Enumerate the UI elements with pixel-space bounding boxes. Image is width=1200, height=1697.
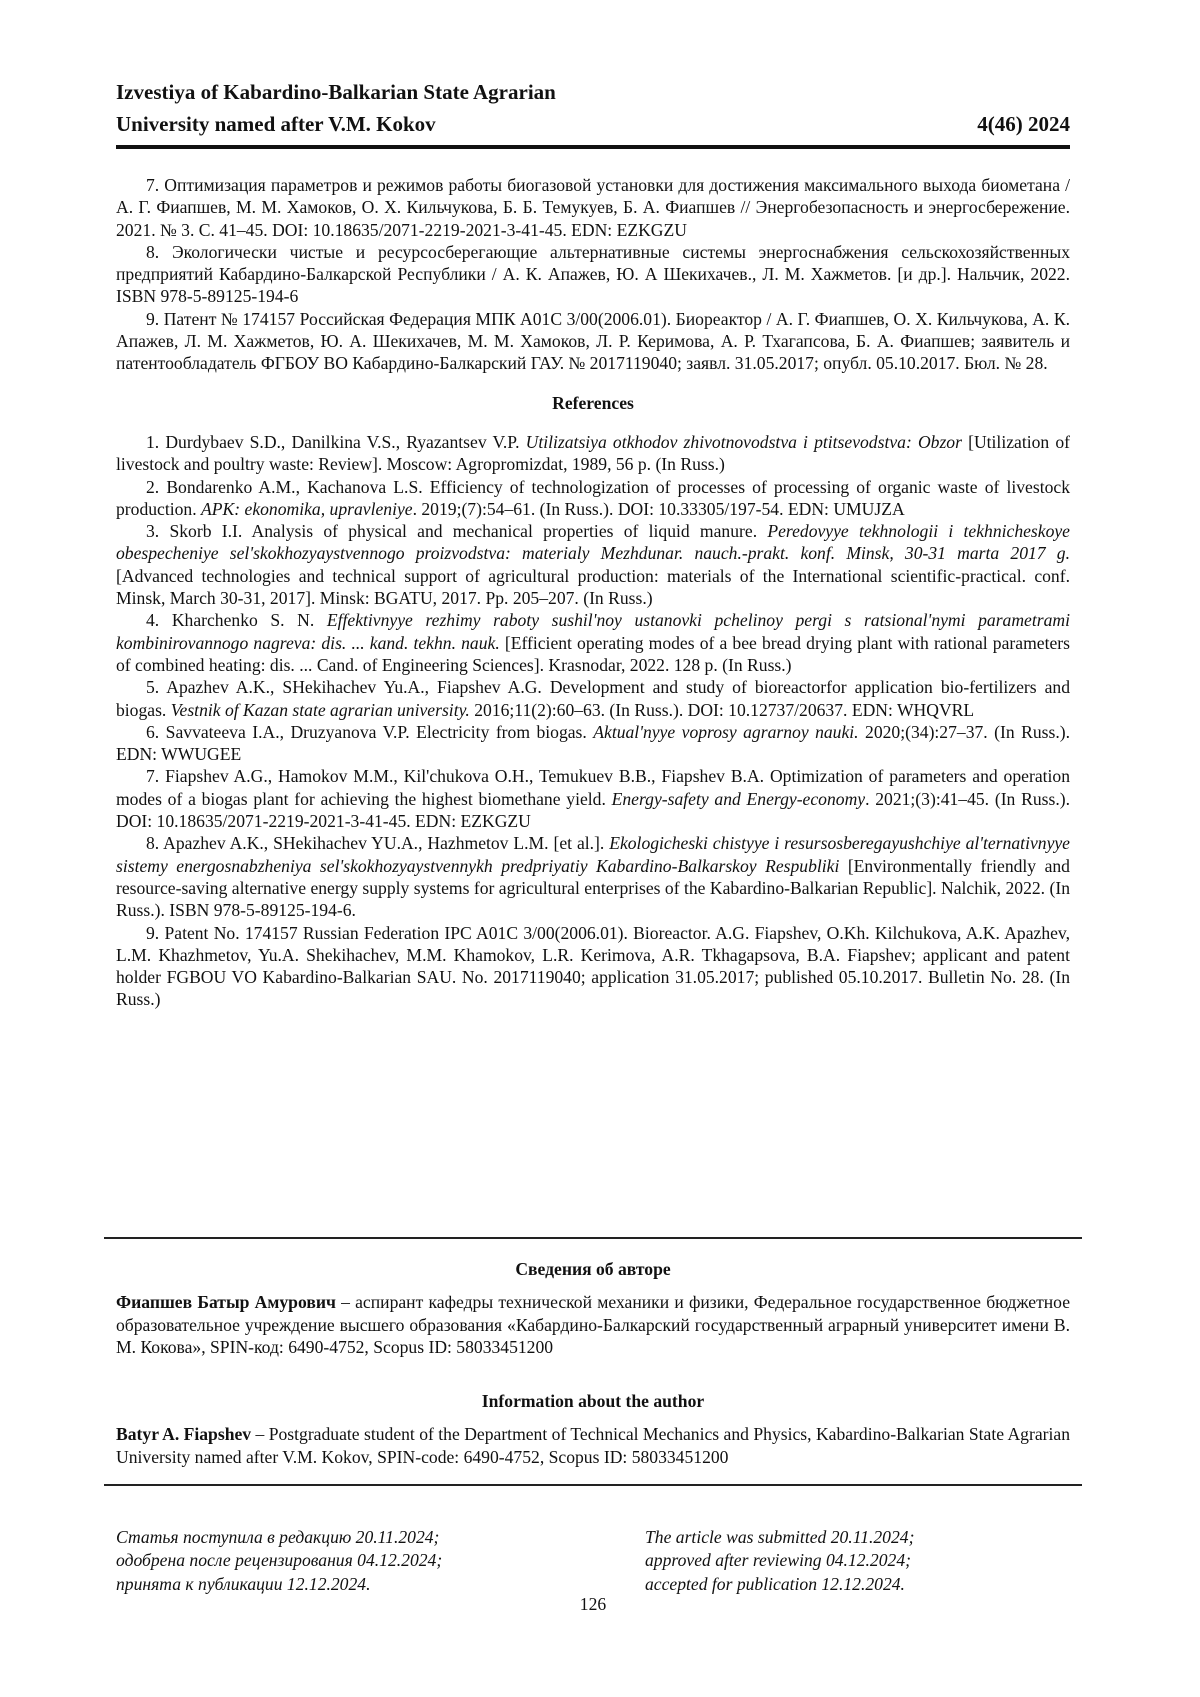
reference-text: Skorb I.I. Analysis of physical and mechanical properties of liquid manure.	[169, 521, 768, 542]
reference-text: Patent No. 174157 Russian Federation IPC A01C 3/00(2006.01). Bioreactor. A.G. Fiapshev, O.Kh. Kilchukova, A.K. Apazhev, L.M. Khazhmetov, Yu.A. Shekihachev, M.M. Khamokov, L.R. Kerimova, A.R. Tkhagapsova, B.A. Fiapshev; applicant and patent holder FGBOU VO Kabardino-Balkarian SAU. No. 2017119040; application 31.05.2017; published 05.10.2017. Bulletin No. 28. (In Russ.)	[116, 922, 1070, 1010]
reference-text: Bondarenko A.M., Kachanova L.S. Efficiency of technologization of processes of processing of organic waste of livestock production.	[116, 476, 1070, 519]
reference-text: [Environmentally friendly and resource-saving alternative energy supply systems for agricultural enterprises of the Kabardino-Balkarian Republic]. Nalchik, 2022. (In Russ.). ISBN 978-5-89125-194-6.	[116, 855, 1070, 921]
reference-number: 8.	[146, 833, 160, 854]
ru-reference-number: 8.	[146, 241, 160, 262]
reference-text: Fiapshev A.G., Hamokov M.M., Kil'chukova O.H., Temukuev B.B., Fiapshev B.A. Optimization of parameters and operation modes of a biogas plant for achieving the highest biomethane yield.	[116, 766, 1070, 809]
date-line: The article was submitted 20.11.2024;	[645, 1527, 915, 1547]
reference-item	[116, 922, 1070, 1011]
russian-reference-list	[116, 174, 1070, 375]
reference-number: 1.	[146, 431, 160, 452]
ru-reference-number: 9.	[146, 308, 160, 329]
ru-reference-number: 7.	[146, 175, 160, 195]
author-name-en: Batyr A. Fiapshev	[116, 1424, 252, 1445]
reference-item	[116, 832, 1070, 921]
reference-text: Durdybaev S.D., Danilkina V.S., Ryazantsev V.P.	[165, 431, 526, 452]
reference-text: Kharchenko S. N.	[171, 610, 327, 631]
reference-text: Apazhev A.K., SHekihachev YU.A., Hazhmetov L.M. [et al.].	[163, 833, 610, 854]
date-line: Статья поступила в редакцию 20.11.2024;	[116, 1527, 440, 1547]
author-heading-en: Information about the author	[481, 1391, 705, 1411]
journal-title-line-1: Izvestiya of Kabardino-Balkarian State Agrarian	[116, 80, 556, 104]
running-header	[116, 76, 1070, 140]
date-line: одобрена после рецензирования 04.12.2024;	[116, 1550, 443, 1571]
author-info-ru	[116, 1258, 1070, 1358]
reference-text: [Advanced technologies and technical support of agricultural production: materials of the International scientific-practical. conf. Minsk, March 30-31, 2017]. Minsk: BGATU, 2017. Pp. 205–207. (In Russ.)	[116, 565, 1070, 609]
reference-italic: APK: ekonomika, upravleniye	[201, 498, 413, 519]
references-list	[116, 431, 1070, 1011]
issue-number: 4(46) 2024	[977, 112, 1070, 136]
ru-reference-text: Патент № 174157 Российская Федерация МПК А01С 3/00(2006.01). Биореактор / А. Г. Фиапшев, О. Х. Кильчукова, А. К. Апажев, Л. М. Хажметов, Ю. А. Шекихачев, М. М. Хамоков, Л. Р. Керимова, А. Р. Тхагапсова, Б. А. Фиапшев; заявитель и патентообладатель ФГБОУ ВО Кабардино-Балкарский ГАУ. № 2017119040; заявл. 31.05.2017; опубл. 05.10.2017. Бюл. № 28.	[116, 308, 1070, 374]
submission-dates-en	[645, 1526, 914, 1596]
reference-item	[116, 520, 1070, 609]
main-text	[116, 174, 1070, 1011]
reference-italic: Energy-safety and Energy-economy	[611, 788, 866, 809]
reference-item	[116, 476, 1070, 521]
reference-italic: Ekologicheski chistyye i resursosberegayushchiye al'ternativnyye sistemy energosnabzheniya sel'skokhozyaystvennykh predpriyatiy Kabardino-Balkarskoy Respubliki	[116, 833, 1070, 876]
reference-text: Savvateeva I.A., Druzyanova V.P. Electricity from biogas.	[165, 721, 594, 742]
ru-reference-item	[116, 174, 1070, 241]
reference-text: . 2021;(3):41–45. (In Russ.). DOI: 10.18635/2071-2219-2021-3-41-45. EDN: EZKGZU	[116, 788, 1070, 832]
header-rule	[116, 145, 1070, 149]
ru-reference-text: Оптимизация параметров и режимов работы биогазовой установки для достижения максимального выхода биометана / А. Г. Фиапшев, М. М. Хамоков, О. Х. Кильчукова, Б. Б. Темукуев, Б. А. Фиапшев // Энергобезопасность и энергосбережение. 2021. № 3. С. 41–45. DOI: 10.18635/2071-2219-2021-3-41-45. EDN: EZKGZU	[116, 175, 1071, 240]
date-line: accepted for publication 12.12.2024.	[645, 1573, 905, 1594]
reference-number: 5.	[146, 677, 160, 698]
author-name-ru: Фиапшев Батыр Амурович	[116, 1292, 336, 1313]
reference-item	[116, 609, 1070, 676]
reference-number: 7.	[146, 766, 160, 787]
date-line: принята к публикации 12.12.2024.	[116, 1573, 371, 1594]
reference-text: [Efficient operating modes of a bee bread drying plant with rational parameters of combined heating: dis. ... Cand. of Engineering Sciences]. Krasnodar, 2022. 128 p. (In Russ.)	[116, 632, 1070, 675]
reference-number: 9.	[146, 922, 160, 943]
section-divider	[104, 1484, 1082, 1486]
reference-text: [Utilization of livestock and poultry waste: Review]. Moscow: Agropromizdat, 1989, 56 p. (In Russ.)	[116, 431, 1070, 475]
reference-text: Apazhev A.K., SHekihachev Yu.A., Fiapshev A.G. Development and study of bioreactorfor application bio-fertilizers and biogas.	[116, 677, 1070, 720]
author-text-ru: – аспирант кафедры технической механики и физики, Федеральное государственное бюджетное образовательное учреждение высшего образования «Кабардино-Балкарский государственный аграрный университет имени В. М. Кокова», SPIN-код: 6490-4752, Scopus ID: 58033451200	[116, 1292, 1071, 1357]
reference-text: 2016;11(2):60–63. (In Russ.). DOI: 10.12737/20637. EDN: WHQVRL	[469, 699, 975, 720]
reference-number: 6.	[146, 721, 160, 742]
reference-italic: Aktual'nyye voprosy agrarnoy nauki.	[593, 721, 859, 742]
journal-title-line-2: University named after V.M. Kokov	[116, 112, 436, 136]
ru-reference-text: Экологически чистые и ресурсосберегающие альтернативные системы энергоснабжения сельскохозяйственных предприятий Кабардино-Балкарской Республики / А. К. Апажев, Ю. А Шекихачев., Л. М. Хажметов. [и др.]. Нальчик, 2022. ISBN 978-5-89125-194-6	[116, 241, 1070, 307]
author-bio-en	[116, 1423, 1070, 1468]
reference-item	[116, 721, 1070, 766]
submission-dates-ru	[116, 1526, 442, 1596]
reference-italic: Utilizatsiya otkhodov zhivotnovodstva i ptitsevodstva: Obzor	[525, 431, 962, 452]
reference-number: 3.	[146, 521, 160, 542]
reference-italic: Vestnik of Kazan state agrarian university.	[170, 699, 470, 720]
reference-item	[116, 431, 1070, 476]
reference-text: 2020;(34):27–37. (In Russ.). EDN: WWUGEE	[116, 721, 1071, 765]
ru-reference-item	[116, 308, 1070, 375]
reference-italic: Peredovyye tekhnologii i tekhnicheskoye obespecheniye sel'skokhozyaystvennogo proizvodstva: materialy Mezhdunar. nauch.-prakt. konf. Minsk, 30-31 marta 2017 g.	[116, 521, 1070, 564]
page-number: 126	[579, 1594, 607, 1614]
reference-text: . 2019;(7):54–61. (In Russ.). DOI: 10.33305/197-54. EDN: UMUJZA	[412, 498, 905, 519]
reference-item	[116, 765, 1070, 832]
ru-reference-item	[116, 241, 1070, 308]
reference-number: 4.	[146, 610, 160, 631]
author-text-en: – Postgraduate student of the Department of Technical Mechanics and Physics, Kabardino-Balkarian State Agrarian University named after V.M. Kokov, SPIN-code: 6490-4752, Scopus ID: 58033451200	[116, 1424, 1070, 1467]
reference-item	[116, 676, 1070, 721]
references-heading: References	[552, 392, 634, 413]
section-divider	[104, 1237, 1082, 1239]
reference-number: 2.	[146, 476, 160, 497]
date-line: approved after reviewing 04.12.2024;	[645, 1550, 911, 1571]
author-heading-ru: Сведения об авторе	[515, 1259, 671, 1279]
author-info-en	[116, 1390, 1070, 1468]
reference-italic: Effektivnyye rezhimy raboty sushil'noy ustanovki pchelinoy pergi s ratsional'nymi parametrami kombinirovannogo nagreva: dis. ... kand. tekhn. nauk.	[116, 610, 1070, 653]
author-bio-ru	[116, 1291, 1070, 1358]
